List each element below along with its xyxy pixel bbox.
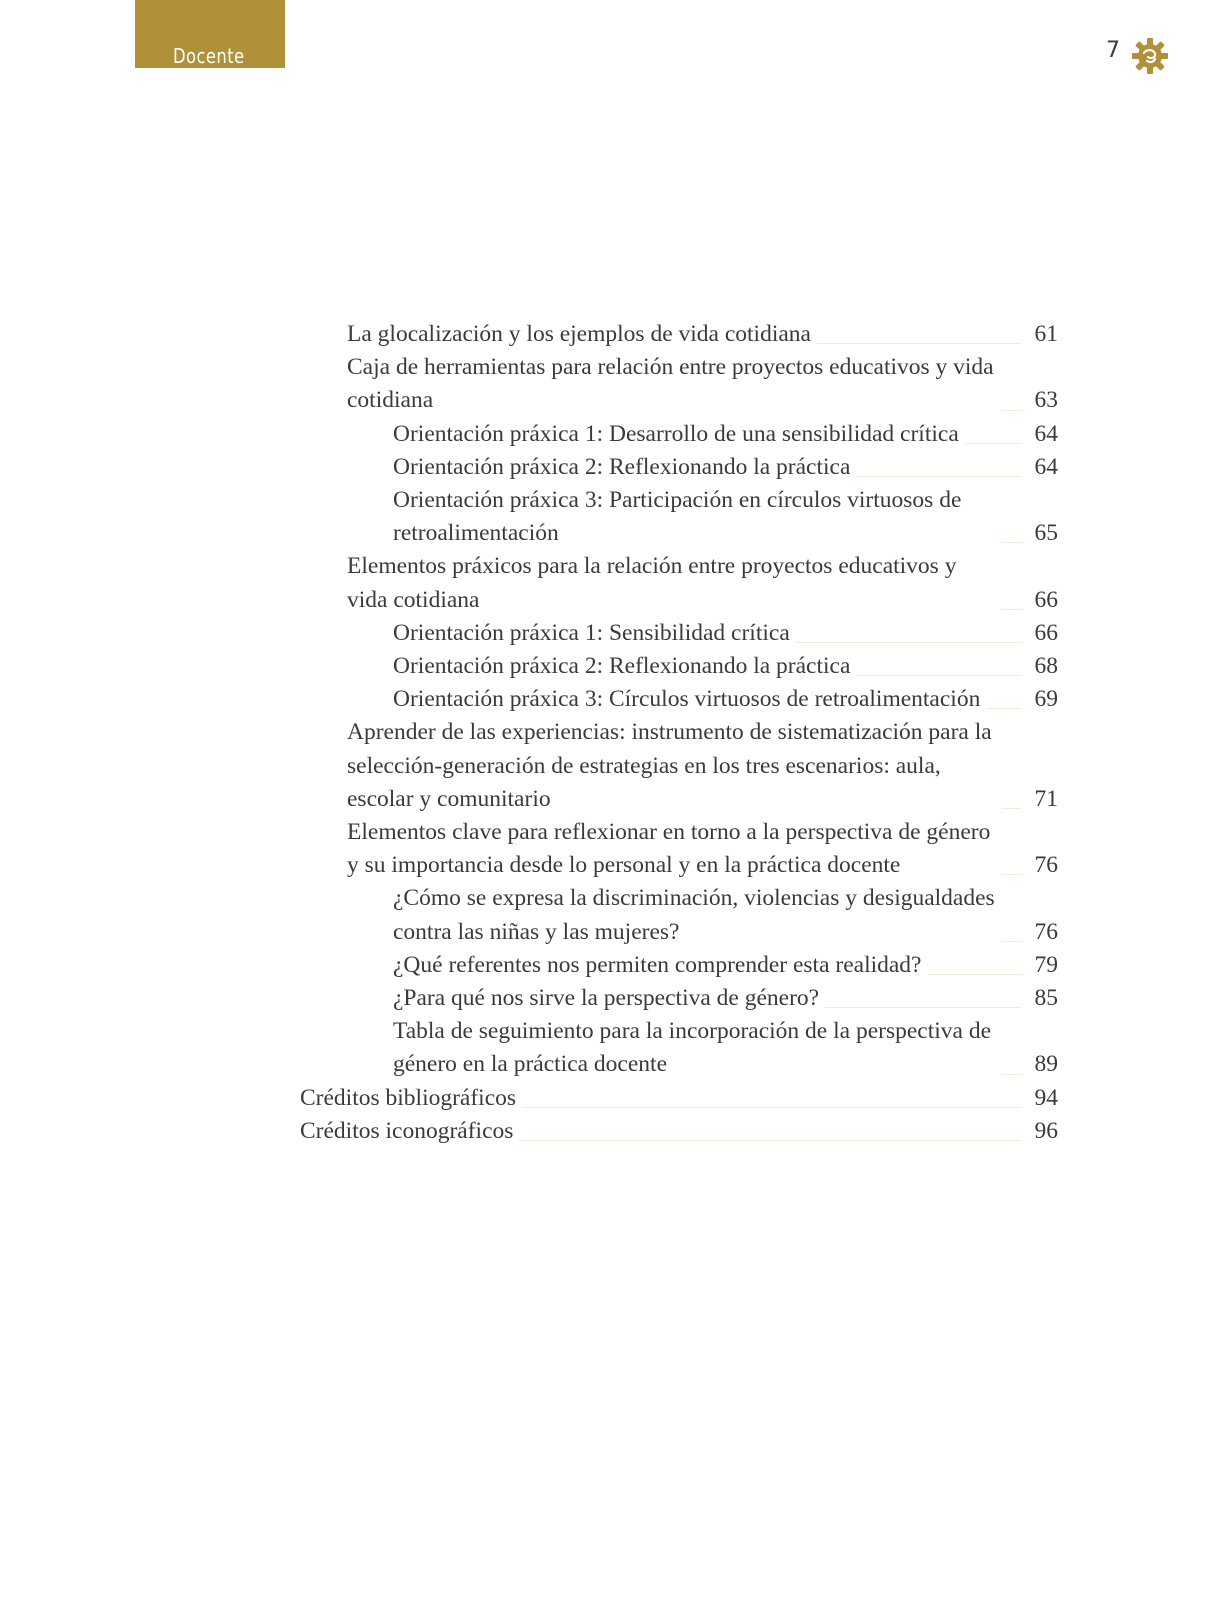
toc-entry-title: Créditos bibliográficos [300,1084,517,1111]
toc-entry-page: 65 [1034,520,1058,547]
toc-leader [1002,542,1022,543]
toc-leader [825,1007,1022,1008]
toc-leader [856,476,1022,477]
toc-leader [965,443,1022,444]
toc-entry-page: 85 [1034,985,1058,1012]
toc-entry-page: 61 [1034,321,1058,347]
toc-leader [1002,941,1022,942]
toc-entry[interactable] [300,816,1058,882]
toc-entry-title: ¿Cómo se expresa la discriminación, violencias y desigualdades contra las niñas y las mujeres? [393,885,995,945]
toc-entry[interactable] [300,1082,1058,1115]
section-label: Docente [173,44,245,68]
section-tab [135,0,285,68]
toc-entry-page: 63 [1034,387,1058,414]
toc-entry-title: La glocalización y los ejemplos de vida cotidiana [347,321,811,347]
toc-entry[interactable] [300,882,1058,948]
toc-entry-title: Tabla de seguimiento para la incorporación de la perspectiva de género en la práctica docente [393,1018,991,1078]
toc-entry[interactable] [300,982,1058,1015]
toc-entry-title: Elementos clave para reflexionar en torno a la perspectiva de género y su importancia desde lo personal y en la práctica docente [347,819,991,879]
toc-entry-page: 69 [1034,686,1058,713]
table-of-contents [300,318,1058,1148]
toc-entry-title: Aprender de las experiencias: instrumento de sistematización para la selección-generación de estrategias en los tres escenarios: aula, escolar y comunitario [347,719,992,812]
toc-leader [519,1140,1022,1141]
toc-entry[interactable] [300,1115,1058,1148]
toc-entry-page: 64 [1034,453,1058,480]
toc-entry-page: 96 [1034,1117,1058,1144]
toc-entry[interactable] [300,1015,1058,1081]
toc-entry-page: 68 [1034,653,1058,680]
gear-icon [1130,36,1170,76]
toc-entry[interactable] [300,949,1058,982]
toc-leader [1002,609,1022,610]
page-number: 7 [1106,38,1120,63]
toc-entry-title: ¿Para qué nos sirve la perspectiva de género? [393,985,820,1012]
toc-entry[interactable] [300,451,1058,484]
toc-entry[interactable] [300,550,1058,616]
toc-leader [522,1107,1022,1108]
toc-entry[interactable] [300,716,1058,816]
toc-entry-page: 66 [1034,619,1058,646]
toc-entry-page: 94 [1034,1084,1058,1111]
toc-leader [1002,1074,1022,1075]
toc-entry-title: Orientación práxica 3: Círculos virtuosos de retroalimentación [393,686,981,713]
toc-entry[interactable] [300,683,1058,716]
toc-entry-page: 79 [1034,951,1058,978]
toc-leader [796,642,1022,643]
toc-leader [817,343,1022,344]
toc-entry-page: 66 [1034,586,1058,613]
toc-entry[interactable] [300,351,1058,417]
toc-entry[interactable] [300,650,1058,683]
toc-entry-title: Orientación práxica 1: Sensibilidad crítica [393,619,790,646]
toc-entry[interactable] [300,484,1058,550]
toc-leader [856,675,1022,676]
toc-entry-title: Elementos práxicos para la relación entre proyectos educativos y vida cotidiana [347,553,957,613]
toc-entry[interactable] [300,418,1058,451]
toc-entry-page: 64 [1034,420,1058,447]
toc-entry-page: 71 [1034,785,1058,812]
toc-entry-title: Orientación práxica 1: Desarrollo de una sensibilidad crítica [393,420,959,447]
toc-leader [1002,410,1022,411]
toc-leader [986,708,1022,709]
toc-leader [928,974,1023,975]
toc-entry[interactable] [300,617,1058,650]
toc-entry-page: 76 [1034,852,1058,879]
toc-entry-title: Orientación práxica 2: Reflexionando la práctica [393,453,851,480]
toc-leader [1002,808,1022,809]
toc-entry-title: ¿Qué referentes nos permiten comprender esta realidad? [393,951,922,978]
toc-leader [1002,874,1022,875]
toc-entry-page: 76 [1034,918,1058,945]
toc-entry-title: Orientación práxica 2: Reflexionando la práctica [393,653,851,680]
toc-entry-title: Créditos iconográficos [300,1117,514,1144]
toc-entry-title: Orientación práxica 3: Participación en círculos virtuosos de retroalimentación [393,487,962,547]
toc-entry-page: 89 [1034,1051,1058,1078]
toc-entry-title: Caja de herramientas para relación entre proyectos educativos y vida cotidiana [347,354,994,414]
toc-entry[interactable] [300,318,1058,351]
